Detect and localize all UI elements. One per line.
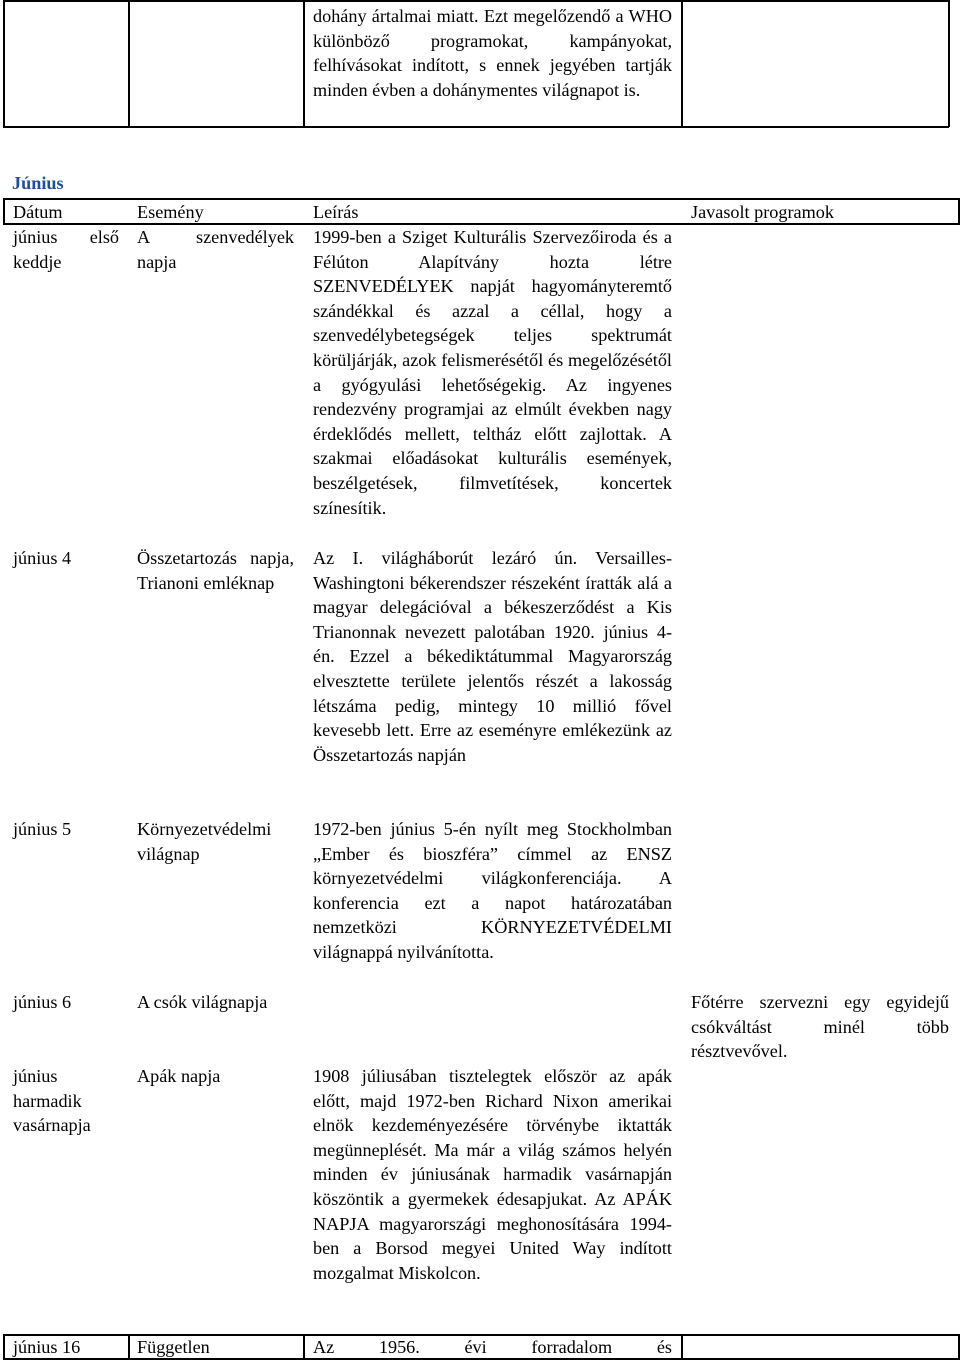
row-event: Környezetvédelmi világnap: [137, 819, 272, 864]
row-event: Összetartozás napja, Trianoni emléknap: [137, 548, 294, 593]
row-date: június 4: [13, 548, 72, 568]
row-date: június 16: [13, 1337, 81, 1357]
header-event: Esemény: [137, 202, 204, 222]
row-description: Az 1956. évi forradalom és: [313, 1337, 672, 1357]
header-suggested-programs: Javasolt programok: [691, 202, 834, 222]
row-description: 1972-ben június 5-én nyílt meg Stockholmban „Ember és bioszféra” címmel az ENSZ környezetvédelmi világkonferenciája. A konferencia ezt a napot határozatában nemzetközi KÖRNYEZETVÉDELMI világnappá nyilvánította.: [313, 819, 672, 962]
row-date: június 6: [13, 992, 72, 1012]
row-date: június első keddje: [13, 227, 119, 272]
header-date: Dátum: [13, 202, 63, 222]
row-date: június 5: [13, 819, 72, 839]
header-description: Leírás: [313, 202, 359, 222]
row-description: 1999-ben a Sziget Kulturális Szervezőiroda és a Félúton Alapítvány hozta létre SZENVEDÉLYEK napját hagyományteremtő szándékkal és azzal a céllal, hogy a szenvedélybetegségek teljes spektrumát körüljárják, azok felismerésétől és megelőzésétől a gyógyulási lehetőségekig. Az ingyenes rendezvény programjai az elmúlt években nagy érdeklődés mellett, teltház előtt zajlottak. A szakmai előadásokat kulturális események, beszélgetések, filmvetítések, koncertek színesítik.: [313, 227, 672, 518]
row-date: június harmadik vasárnapja: [13, 1066, 91, 1136]
row-description: Az I. világháborút lezáró ún. Versailles-Washingtoni békerendszer részeként íratták alá a magyar delegációval a békeszerződést a Kis Trianonnak nevezett palotában 1920. június 4-én. Ezzel a békediktátummal Magyarország elvesztette területe jelentős részét a lakosság létszáma pedig, mintegy 10 millió fővel kevesebb lett. Erre az eseményre emlékezünk az Összetartozás napján: [313, 548, 672, 765]
row-event: A csók világnapja: [137, 992, 268, 1012]
row-event: Apák napja: [137, 1066, 221, 1086]
row-event: A szenvedélyek napja: [137, 227, 294, 272]
row-suggested-program: Főtérre szervezni egy egyidejű csókváltást minél több résztvevővel.: [691, 992, 949, 1062]
top-table-text: dohány ártalmai miatt. Ezt megelőzendő a WHO különböző programokat, kampányokat, felhívásokat indított, s ennek jegyében tartják minden évben a dohánymentes világnapot is.: [313, 6, 672, 100]
section-title: Június: [12, 173, 64, 193]
row-event: Független: [137, 1337, 210, 1357]
row-description: 1908 júliusában tisztelegtek először az apák előtt, majd 1972-ben Richard Nixon amerikai elnök kezdeményezésére törvénybe iktatták megünneplését. Ma már a világ számos helyén minden év júniusának harmadik vasárnapján köszöntik a gyermekek édesapjukat. Az APÁK NAPJA magyarországi meghonosítására 1994-ben a Borsod megyei United Way indított mozgalmat Miskolcon.: [313, 1066, 672, 1283]
